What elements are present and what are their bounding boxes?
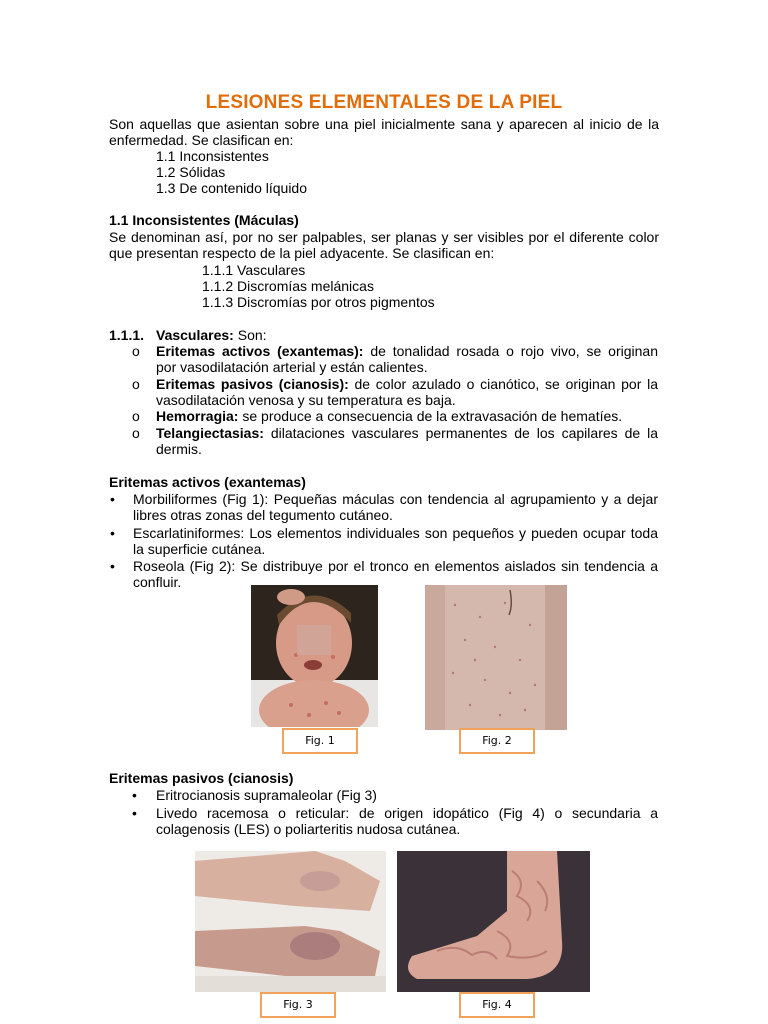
circle-bullet: o [132,343,140,359]
pasivos-item-2-cont: colagenosis (LES) o poliarteritis nudosa cutánea. [156,821,461,837]
figure-4-caption: Fig. 4 [459,992,535,1018]
legs-erythrocyanosis-image [195,851,386,992]
section-1-1-1-number: 1.1.1. [109,327,145,343]
circle-bullet: o [132,408,140,424]
figure-4-photo [397,851,590,992]
activos-item-2-cont: la superficie cutánea. [133,541,266,557]
section-1-1-heading: 1.1 Inconsistentes (Máculas) [109,212,299,228]
activos-item-1: Morbiliformes (Fig 1): Pequeñas máculas con tendencia al agrupamiento y a dejar [133,491,658,507]
vascular-item-2: Eritemas pasivos (cianosis): de color azulado o cianótico, se originan por la [156,376,658,392]
figure-2-photo [425,585,567,730]
vascular-item-3: Hemorragia: se produce a consecuencia de la extravasación de hematíes. [156,408,623,424]
figure-1-caption: Fig. 1 [282,728,358,754]
vascular-item-1-cont: por vasodilatación arterial y están calientes. [156,359,428,375]
activos-heading: Eritemas activos (exantemas) [109,474,306,490]
intro-line-2: enfermedad. Se clasifican en: [109,132,294,148]
vascular-item-1: Eritemas activos (exantemas): de tonalidad rosada o rojo vivo, se originan [156,343,658,359]
activos-item-2: Escarlatiniformes: Los elementos individuales son pequeños y pueden ocupar toda [133,525,658,541]
intro-line-1: Son aquellas que asientan sobre una piel inicialmente sana y aparecen al inicio de la [109,116,659,132]
section-1-1-item-1: 1.1.1 Vasculares [202,262,306,278]
section-1-1-item-3: 1.1.3 Discromías por otros pigmentos [202,294,435,310]
vascular-item-4-cont: dermis. [156,441,202,457]
vascular-item-2-cont: vasodilatación venosa y su temperatura es baja. [156,392,456,408]
figure-3-photo [195,851,386,992]
intro-item-1: 1.1 Inconsistentes [156,148,269,164]
figure-3-caption: Fig. 3 [260,992,336,1018]
trunk-roseola-image [425,585,567,730]
activos-item-3-cont: confluir. [133,574,182,590]
vascular-item-4: Telangiectasias: dilataciones vasculares permanentes de los capilares de la [156,425,658,441]
pasivos-item-2: Livedo racemosa o reticular: de origen idopático (Fig 4) o secundaria a [156,805,658,821]
circle-bullet: o [132,376,140,392]
page-title: LESIONES ELEMENTALES DE LA PIEL [205,92,563,113]
intro-item-3: 1.3 De contenido líquido [156,180,307,196]
section-1-1-line-1: Se denominan así, por no ser palpables, ser planas y ser visibles por el diferente color [109,229,659,245]
dot-bullet: • [110,525,115,541]
circle-bullet: o [132,425,140,441]
child-face-rash-image [251,585,378,727]
dot-bullet: • [132,787,137,803]
section-1-1-1-heading: Vasculares: Son: [156,327,267,343]
dot-bullet: • [110,558,115,574]
section-1-1-line-2: que presentan respecto de la piel adyacente. Se clasifican en: [109,245,495,261]
section-1-1-item-2: 1.1.2 Discromías melánicas [202,278,374,294]
figure-2-caption: Fig. 2 [459,728,535,754]
pasivos-item-1: Eritrocianosis supramaleolar (Fig 3) [156,787,377,803]
pasivos-heading: Eritemas pasivos (cianosis) [109,770,294,786]
figure-1-photo [251,585,378,727]
dot-bullet: • [110,491,115,507]
activos-item-1-cont: libres otras zonas del tegumento cutáneo. [133,507,393,523]
activos-item-3: Roseola (Fig 2): Se distribuye por el tronco en elementos aislados sin tendencia a [133,558,658,574]
dot-bullet: • [132,805,137,821]
intro-item-2: 1.2 Sólidas [156,164,226,180]
foot-livedo-image [397,851,590,992]
